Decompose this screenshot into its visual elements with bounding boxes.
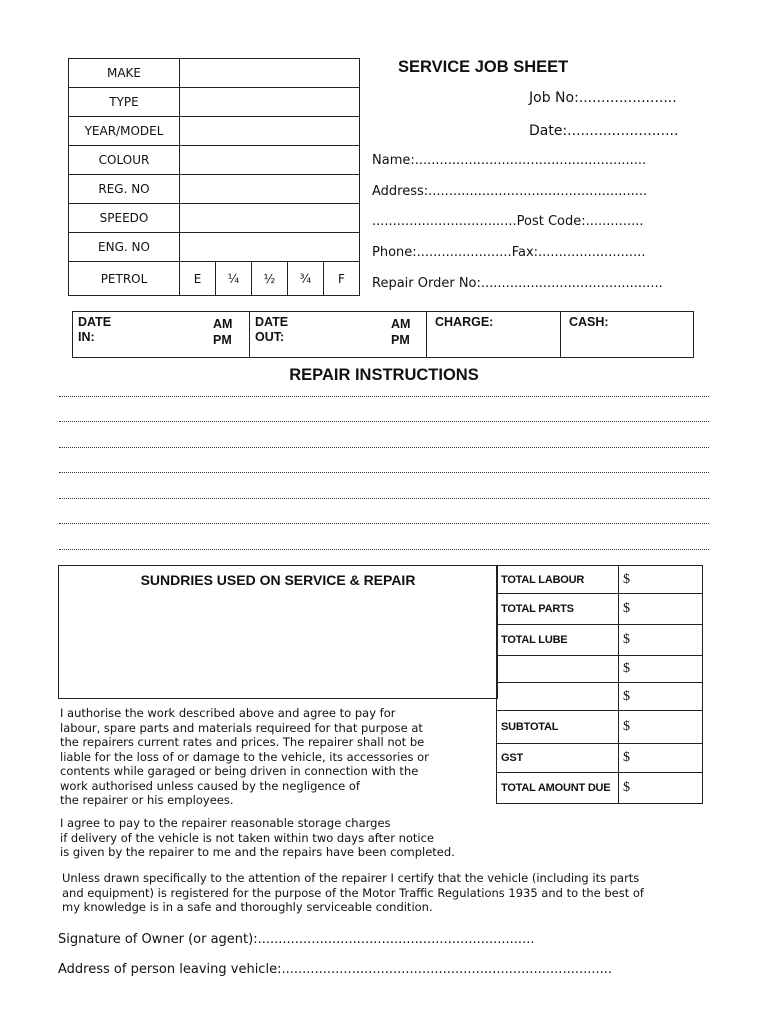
petrol-level-e[interactable]: E: [193, 271, 202, 286]
repair-line-6[interactable]: [59, 523, 709, 524]
gst-label: GST: [497, 744, 619, 773]
reg-no-input[interactable]: [180, 175, 360, 204]
date-in-label-2: IN:: [78, 330, 95, 344]
gst-value[interactable]: $: [619, 744, 703, 773]
storage-paragraph: I agree to pay to the repairer reasonable storage charges if delivery of the vehicle is not taken within two days after notice is given by the repairer to me and the repairs have been completed.: [60, 816, 455, 859]
subtotal-label: SUBTOTAL: [497, 711, 619, 744]
page-title: SERVICE JOB SHEET: [398, 58, 569, 76]
eng-no-input[interactable]: [180, 233, 360, 262]
date-out-label-2: OUT:: [255, 330, 285, 344]
address-field[interactable]: Address:.....................................................: [372, 184, 648, 199]
year-model-input[interactable]: [180, 117, 360, 146]
repair-instructions-title-text: REPAIR INSTRUCTIONS: [289, 366, 479, 384]
certification-paragraph: Unless drawn specifically to the attention of the repairer I certify that the vehicle (including its parts and equipment) is registered for the purpose of the Motor Traffic Regulations 1935 and to the best of my knowledge is in a safe and thoroughly serviceable condition.: [62, 871, 644, 914]
repair-line-4[interactable]: [59, 472, 709, 473]
address-leaving-vehicle-field[interactable]: Address of person leaving vehicle:................................................................................: [58, 962, 613, 977]
sundries-box[interactable]: [58, 565, 498, 699]
field-label-eng-no: ENG. NO: [69, 233, 180, 262]
post-code-field[interactable]: ...................................Post Code:..............: [372, 214, 644, 229]
date-in-pm[interactable]: PM: [213, 333, 232, 347]
date-field[interactable]: Date:.........................: [529, 123, 679, 139]
cash-label: CASH:: [569, 315, 609, 329]
repair-line-5[interactable]: [59, 498, 709, 499]
repair-instructions-title: [0, 366, 768, 385]
field-label-make: MAKE: [69, 59, 180, 88]
authorisation-paragraph: I authorise the work described above and agree to pay for labour, spare parts and materials requireed for that purpose at the repairers current rates and prices. The repairer shall not be liable for the loss of or damage to the vehicle, its accessories or contents while garaged or being driven in connection with the work authorised unless caused by the negligence of the repairer or his employees.: [60, 706, 429, 807]
total-labour-value[interactable]: $: [619, 566, 703, 594]
total-labour-label: TOTAL LABOUR: [497, 566, 619, 594]
phone-fax-field[interactable]: Phone:.......................Fax:..........................: [372, 245, 646, 260]
repair-line-3[interactable]: [59, 447, 709, 448]
date-out-am[interactable]: AM: [391, 317, 411, 331]
vehicle-details-table: [68, 58, 360, 296]
totals-table: [496, 565, 703, 804]
sundries-title: SUNDRIES USED ON SERVICE & REPAIR: [140, 572, 416, 588]
petrol-level-selector: [180, 262, 360, 296]
field-label-year-model: YEAR/MODEL: [69, 117, 180, 146]
cash-cell[interactable]: [560, 312, 693, 357]
speedo-input[interactable]: [180, 204, 360, 233]
subtotal-value[interactable]: $: [619, 711, 703, 744]
petrol-level-three-quarter[interactable]: ¾: [287, 262, 323, 295]
dates-charge-box: [72, 311, 694, 358]
date-in-am[interactable]: AM: [213, 317, 233, 331]
total-lube-label: TOTAL LUBE: [497, 625, 619, 656]
extra-total-value-1[interactable]: $: [619, 656, 703, 683]
extra-total-label-2[interactable]: [497, 683, 619, 711]
repair-line-7[interactable]: [59, 549, 709, 550]
total-parts-label: TOTAL PARTS: [497, 594, 619, 625]
petrol-level-quarter[interactable]: ¼: [215, 262, 251, 295]
date-in-cell[interactable]: [73, 312, 249, 357]
field-label-type: TYPE: [69, 88, 180, 117]
repair-line-2[interactable]: [59, 421, 709, 422]
date-out-pm[interactable]: PM: [391, 333, 410, 347]
name-field[interactable]: Name:........................................................: [372, 153, 647, 168]
extra-total-label-1[interactable]: [497, 656, 619, 683]
field-label-petrol: PETROL: [69, 262, 180, 296]
job-no-field[interactable]: Job No:......................: [529, 90, 677, 106]
date-out-cell[interactable]: [249, 312, 426, 357]
charge-label: CHARGE:: [435, 315, 494, 329]
total-parts-value[interactable]: $: [619, 594, 703, 625]
total-amount-due-value[interactable]: $: [619, 773, 703, 804]
charge-cell[interactable]: [426, 312, 560, 357]
signature-field[interactable]: Signature of Owner (or agent):...................................................................: [58, 932, 535, 947]
field-label-colour: COLOUR: [69, 146, 180, 175]
total-lube-value[interactable]: $: [619, 625, 703, 656]
make-input[interactable]: [180, 59, 360, 88]
field-label-speedo: SPEEDO: [69, 204, 180, 233]
colour-input[interactable]: [180, 146, 360, 175]
repair-order-field[interactable]: Repair Order No:............................................: [372, 276, 663, 291]
type-input[interactable]: [180, 88, 360, 117]
petrol-level-half[interactable]: ½: [251, 262, 287, 295]
repair-line-1[interactable]: [59, 396, 709, 397]
date-in-label: DATE: [78, 315, 112, 329]
petrol-level-f[interactable]: F: [323, 262, 359, 295]
total-amount-due-label: TOTAL AMOUNT DUE: [497, 773, 619, 804]
field-label-reg-no: REG. NO: [69, 175, 180, 204]
extra-total-value-2[interactable]: $: [619, 683, 703, 711]
date-out-label: DATE: [255, 315, 289, 329]
